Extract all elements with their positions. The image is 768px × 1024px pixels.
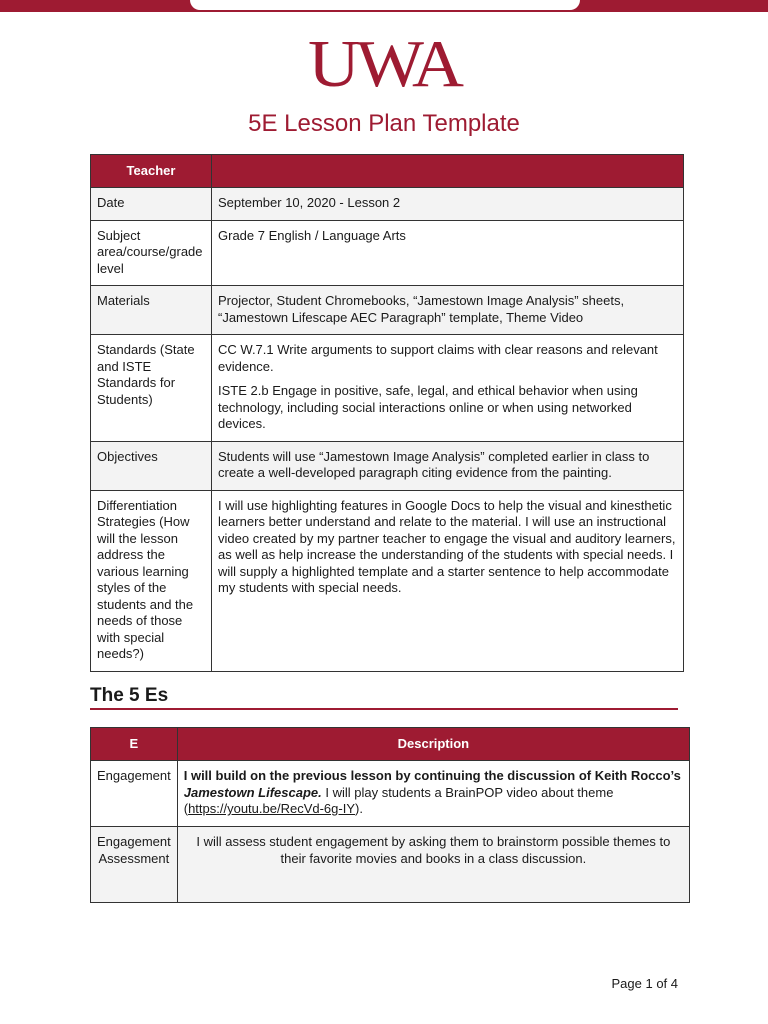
teacher-value (212, 155, 684, 188)
bold-italic-title: Jamestown Lifescape. (183, 784, 322, 800)
table-row (91, 490, 684, 671)
row-label: Materials (91, 286, 212, 335)
bold-lead: I will build on the previous lesson by continuing the discussion of Keith Rocco’s (183, 768, 681, 783)
description-text: I will play students a BrainPOP video about theme ( (183, 784, 614, 816)
e-description (177, 761, 689, 827)
description-tail: ). (355, 801, 363, 816)
row-label: Differentiation Strategies (How will the lesson address the various learning styles of the students and the needs of those with special needs?) (91, 490, 212, 671)
row-value (212, 188, 684, 221)
page-number: Page 1 of 4 (611, 976, 678, 991)
table-row (91, 335, 684, 442)
e-label: Engagement (91, 761, 178, 827)
table-row (91, 286, 684, 335)
table-header-row (91, 728, 690, 761)
row-value-paragraph: Grade 7 English / Language Arts (218, 227, 406, 243)
row-label: Standards (State and ISTE Standards for Students) (91, 335, 212, 442)
row-value-paragraph: Students will use “Jamestown Image Analysis” completed earlier in class to create a well-developed paragraph citing evidence from the painting. (218, 448, 650, 480)
e-description: I will assess student engagement by asking them to brainstorm possible themes to their favorite movies and books in a class discussion. (177, 827, 689, 903)
e-column-header: E (91, 728, 178, 761)
row-value-paragraph: ISTE 2.b Engage in positive, safe, legal, and ethical behavior when using technology, including social interactions online or when using networked devices. (218, 383, 638, 431)
row-value (212, 286, 684, 335)
row-label: Date (91, 188, 212, 221)
row-value-paragraph: September 10, 2020 - Lesson 2 (218, 195, 401, 210)
row-value-paragraph: CC W.7.1 Write arguments to support claims with clear reasons and relevant evidence. (218, 342, 658, 374)
row-value (212, 441, 684, 490)
e-label: Engagement Assessment (91, 827, 178, 903)
row-value (212, 490, 684, 671)
uwa-logo: UWA (308, 27, 460, 101)
table-row (91, 220, 684, 286)
section-divider (90, 708, 678, 710)
row-value-paragraph: I will use highlighting features in Google Docs to help the visual and kinesthetic learners better understand and relate to the material. I will use an instructional video created by my partner teacher to engage the visual and auditory learners, as well as help increase the understanding of the students with special needs. I will supply a highlighted template and a starter sentence to help accommodate my students with special needs. (218, 497, 676, 595)
table-header-row (91, 155, 684, 188)
row-value-paragraph: Projector, Student Chromebooks, “Jamestown Image Analysis” sheets, “Jamestown Lifescape AEC Paragraph” template, Theme Video (218, 293, 625, 325)
video-link[interactable]: https://youtu.be/RecVd-6g-IY (188, 801, 356, 816)
table-row (91, 441, 684, 490)
table-row (91, 827, 690, 903)
description-column-header: Description (177, 728, 689, 761)
table-row (91, 188, 684, 221)
table-row (91, 761, 690, 827)
five-es-table (90, 727, 690, 903)
row-label: Objectives (91, 441, 212, 490)
row-label: Subject area/course/grade level (91, 220, 212, 286)
five-es-heading: The 5 Es (90, 685, 169, 706)
lesson-info-table (90, 154, 684, 672)
row-value (212, 220, 684, 286)
top-banner (0, 0, 768, 12)
row-value (212, 335, 684, 442)
teacher-label: Teacher (91, 155, 212, 188)
page-title: 5E Lesson Plan Template (248, 110, 520, 137)
top-banner-notch (190, 0, 580, 10)
